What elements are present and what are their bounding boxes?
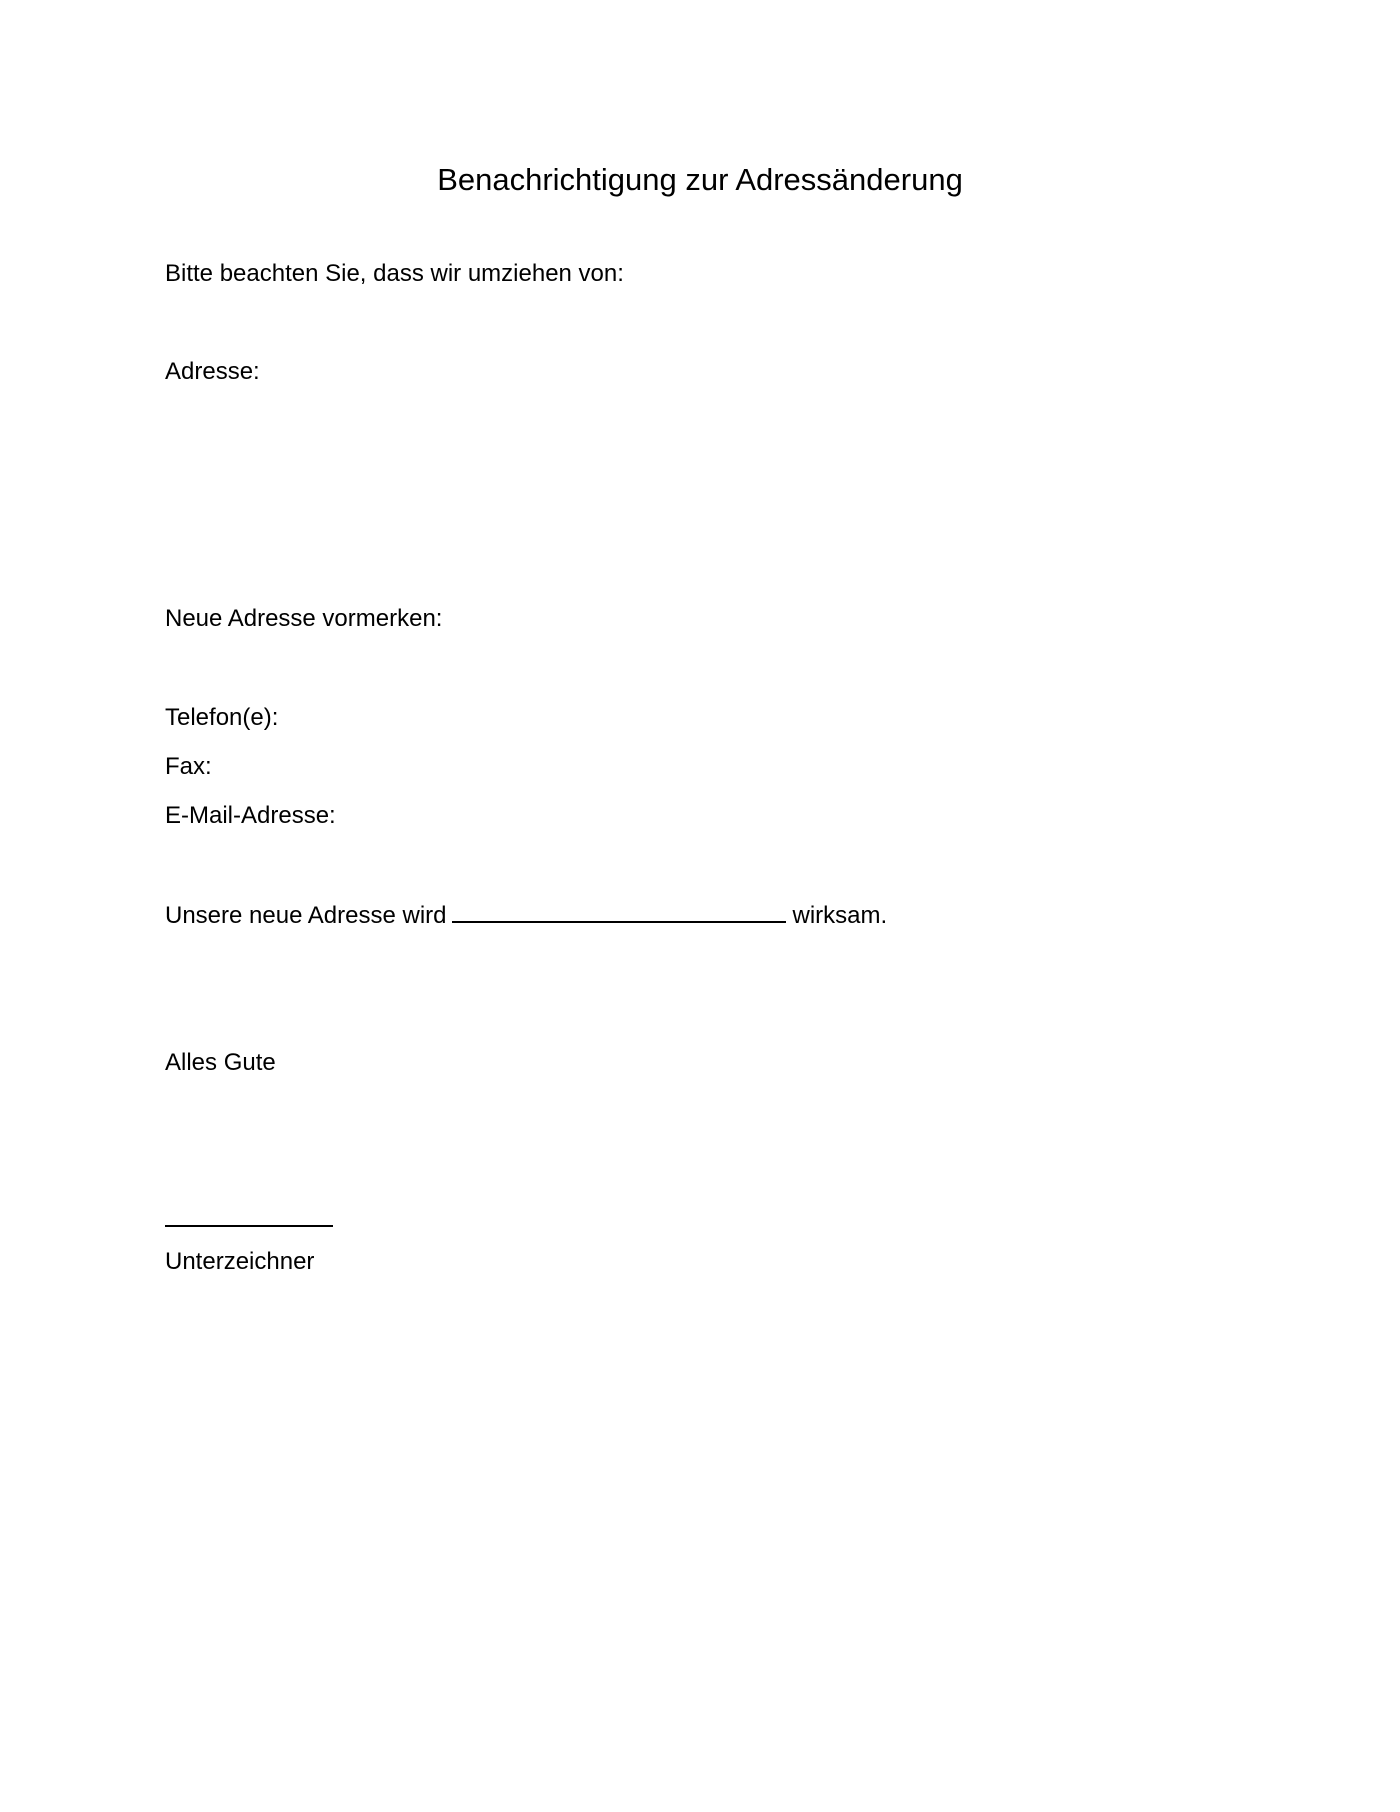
effective-date-suffix: wirksam. [792,902,888,929]
effective-date-blank [452,901,786,923]
intro-text: Bitte beachten Sie, dass wir umziehen von: [165,260,624,287]
effective-date-prefix: Unsere neue Adresse wird [165,902,447,929]
effective-date-sentence [165,901,887,930]
fax-label: Fax: [165,753,212,780]
address-label: Adresse: [165,358,260,385]
document-title: Benachrichtigung zur Adressänderung [437,162,963,197]
closing-text: Alles Gute [165,1049,276,1076]
signatory-label: Unterzeichner [165,1248,315,1275]
new-address-label: Neue Adresse vormerken: [165,605,443,632]
email-label: E-Mail-Adresse: [165,802,336,829]
phone-label: Telefon(e): [165,704,279,731]
signature-line [165,1225,333,1227]
